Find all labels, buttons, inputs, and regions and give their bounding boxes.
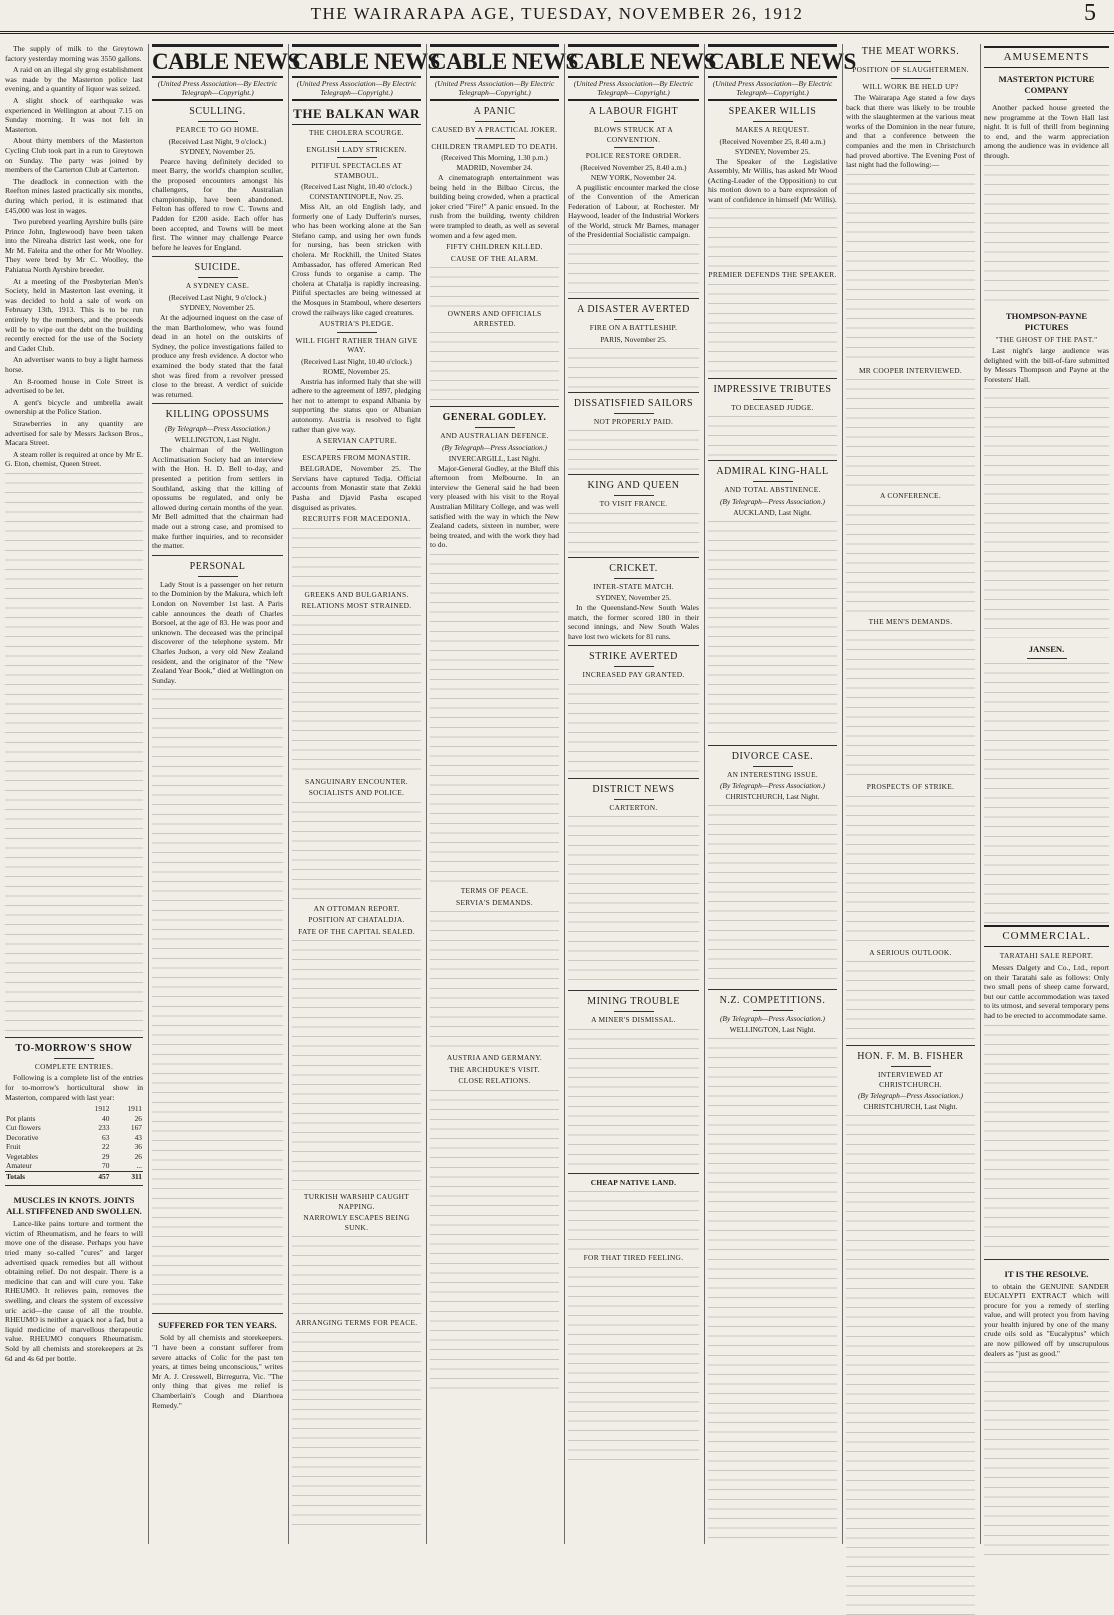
divider	[708, 378, 837, 379]
article-body: Messrs Dalgety and Co., Ltd., report on their Taratahi sale as follows: Only two small pens of sheep came forward, but our cattle accommodation was taxed to its utmost, and several temporary pens had to be erected to accommodate same.	[984, 962, 1109, 1020]
article-subheading: GREEKS AND BULGARIANS.	[304, 589, 409, 599]
column-cable-news-5	[704, 44, 856, 1544]
table-cell: Amateur	[6, 1161, 32, 1171]
article-heading: A DISASTER AVERTED	[577, 304, 690, 316]
text-body-continuation	[708, 521, 837, 741]
article-heading: THOMPSON-PAYNE PICTURES	[1005, 310, 1088, 332]
newspaper-title: THE WAIRARAPA AGE, TUESDAY, NOVEMBER 26, 1912	[310, 4, 804, 23]
article-subheading: ENGLISH LADY STRICKEN.	[306, 144, 407, 154]
text-body-continuation	[984, 165, 1109, 305]
ad-body: to obtain the GENUINE SANDER EUCALYPTI EXTRACT which will procure for you a remedy of sterling value, and will protect you from having your health injured by one of the many crude oils sold as "Eucalyptus" which are now pillowed off by unscrupulous dealers as "just as good."	[984, 1281, 1109, 1358]
article-subheading: MR COOPER INTERVIEWED.	[858, 365, 963, 375]
article-subheading: THE CHOLERA SCOURGE.	[309, 128, 404, 137]
local-paragraph: An advertiser wants to buy a light harness horse.	[5, 355, 143, 374]
byline: (By Telegraph—Press Association.)	[857, 1091, 964, 1101]
divider	[337, 157, 377, 158]
divider	[152, 1313, 283, 1314]
article-subheading: SOCIALISTS AND POLICE.	[308, 788, 405, 798]
text-body-continuation	[568, 1029, 699, 1169]
article-body: Major-General Godley, at the Bluff this afternoon from Melbourne. In an interview the General said he had been very pleased with his visit to the Royal Australian Military College, and was well satisfied with the way in which the New Zealand cadets, sixteen in number, were being treated, and with the work they had to do.	[430, 463, 559, 550]
divider	[846, 1045, 975, 1046]
dateline: SYDNEY, November 25.	[735, 146, 810, 156]
dateline: CHRISTCHURCH, Last Night.	[725, 792, 820, 802]
article-subheading: A SYDNEY CASE.	[185, 281, 250, 291]
byline: (By Telegraph—Press Association.)	[719, 781, 826, 791]
article-subheading: NARROWLY ESCAPES BEING SUNK.	[303, 1213, 410, 1232]
received-line: (Received Last Night, 10.40 o'clock.)	[301, 182, 412, 191]
column-cable-news-1	[148, 44, 300, 1544]
table-cell: 43	[134, 1132, 142, 1142]
divider	[5, 1037, 143, 1038]
text-body-continuation	[430, 332, 559, 402]
article-subheading: A SERIOUS OUTLOOK.	[869, 947, 952, 957]
divider	[614, 147, 654, 148]
text-body-continuation	[5, 473, 143, 1033]
article-body: Austria has informed Italy that she will adhere to the agreement of 1897, pledging her not to attempt to expand Albania by supporting the status quo or Albanian autonomy. Austria is resolved to fight rather than give way.	[292, 376, 421, 434]
cable-news-banner: CABLE NEWS	[708, 44, 837, 78]
table-header-cell: 1911	[127, 1104, 142, 1114]
divider	[568, 392, 699, 393]
article-body: Another packed house greeted the new programme at the Town Hall last night. It is full of thrill from beginning to end, and the warm appreciation among the audience was in evidence all through.	[984, 103, 1109, 160]
table-row	[5, 1123, 143, 1133]
divider	[1027, 99, 1067, 100]
divider	[152, 256, 283, 257]
article-subheading: PEARCE TO GO HOME.	[175, 125, 260, 134]
article-subheading: A SERVIAN CAPTURE.	[316, 436, 397, 446]
article-subheading: CARTERTON.	[609, 802, 658, 812]
article-body: The chairman of the Wellington Acclimatisation Society had an interview with the Hon. H. D. Bell to-day, and presented a petition from settlers in Southland, asking that the killing of opossums be regulated, and only be allowed during certain months of the year. Mr Bell admitted that the chairman had made out a strong case, and promised to make further inquiries, and to reconsider the matter.	[152, 445, 283, 551]
article-heading: IMPRESSIVE TRIBUTES	[713, 383, 832, 395]
byline: (By Telegraph—Press Association.)	[719, 496, 826, 506]
press-credit: (United Press Association—By Electric Telegraph—Copyright.)	[292, 79, 421, 101]
divider	[614, 666, 654, 667]
cable-news-banner: CABLE NEWS	[292, 44, 421, 78]
article-heading: MINING TROUBLE	[587, 996, 680, 1008]
local-paragraph: About thirty members of the Masterton Cycling Club took part in a run to Greytown on Sunday. The party was joined by members of the Carterton Club at Carterton.	[5, 136, 143, 175]
text-body-continuation	[846, 961, 975, 1041]
divider	[568, 1173, 699, 1174]
article-heading: A LABOUR FIGHT	[588, 106, 679, 117]
article-heading: JANSEN.	[1028, 644, 1065, 655]
show-heading: TO-MORROW'S SHOW	[15, 1042, 133, 1054]
table-cell: 311	[110, 1171, 143, 1181]
article-subheading: POSITION OF SLAUGHTERMEN.	[852, 65, 969, 74]
press-credit: (United Press Association—By Electric Telegraph—Copyright.)	[708, 79, 837, 101]
divider	[753, 1010, 793, 1011]
column-meat-works	[842, 44, 978, 1544]
article-body: BELGRADE, November 25. The Servians have captured Tedja. Official accounts from Monastir state that Zekki Pasha and Djavid Pasha escaped disguised as privates.	[292, 464, 421, 512]
text-body-continuation	[846, 630, 975, 780]
press-credit: (United Press Association—By Electric Telegraph—Copyright.)	[152, 79, 283, 101]
table-header-cell: 1912	[94, 1104, 110, 1114]
divider	[753, 121, 793, 122]
article-heading: PERSONAL	[189, 560, 246, 572]
divider	[891, 61, 931, 62]
byline: (By Telegraph—Press Association.)	[164, 424, 271, 434]
column-amusements	[980, 44, 1112, 1544]
article-heading: ADMIRAL KING-HALL	[716, 466, 829, 478]
table-cell: 22	[102, 1142, 110, 1152]
dateline: NEW YORK, November 24.	[590, 172, 677, 182]
divider	[753, 766, 793, 767]
text-body-continuation	[430, 1090, 559, 1390]
divider	[891, 1066, 931, 1067]
local-paragraph: A gent's bicycle and umbrella await ownership at the Police Station.	[5, 397, 143, 417]
sander-advertisement	[984, 1259, 1109, 1359]
table-cell: 29	[102, 1151, 110, 1161]
article-subheading: AN INTERESTING ISSUE.	[726, 769, 819, 779]
dateline: PARIS, November 25.	[600, 334, 667, 344]
article-heading: STRIKE AVERTED	[589, 651, 678, 663]
table-cell: 233	[98, 1123, 110, 1133]
text-body-continuation	[984, 663, 1109, 923]
table-header-cell	[5, 1104, 77, 1114]
table-cell: 167	[130, 1123, 142, 1133]
article-subheading: AN OTTOMAN REPORT.	[313, 903, 400, 913]
article-subheading: CHILDREN TRAMPLED TO DEATH.	[431, 141, 558, 151]
text-body-continuation	[292, 528, 421, 588]
divider	[614, 799, 654, 800]
divider	[568, 645, 699, 646]
local-paragraph: At a meeting of the Presbyterian Men's Society, held in Masterton last evening, it was decided to hold a sale of work on February 13th, 1913. This is to be run entirely by the members, and the proceeds will be to wipe out the debt on the building recently erected for the use of the Society and Cadet Club.	[5, 276, 143, 353]
text-body-continuation	[568, 816, 699, 986]
divider	[568, 298, 699, 299]
article-body: Last night's large audience was delighted with the bill-of-fare submitted by Messrs Thompson and Payne at the Foresters' Hall.	[984, 346, 1109, 384]
dateline: MADRID, November 24.	[456, 163, 533, 172]
divider	[614, 495, 654, 496]
section-title: COMMERCIAL.	[984, 925, 1109, 947]
article-subheading: BLOWS STRUCK AT A CONVENTION.	[593, 125, 674, 144]
table-row	[5, 1152, 143, 1162]
article-heading: THE MEAT WORKS.	[861, 46, 960, 57]
table-cell: 70	[102, 1161, 110, 1171]
local-paragraph: Strawberries in any quantity are advertised for sale by Messrs Jackson Bros., Macara Street.	[5, 418, 143, 448]
article-body: At the adjourned inquest on the case of the man Bartholomew, who was found dead in an hotel on the outskirts of Sydney, the police investigations failed to produce any fresh evidence. A doctor who examined the body stated that the fatal shot was fired from a revolver pressed close to the breast. A verdict of suicide was returned.	[152, 312, 283, 399]
article-subheading: A CONFERENCE.	[880, 491, 941, 501]
divider	[475, 427, 515, 428]
column-cable-news-4	[564, 44, 716, 1544]
article-subheading: CLOSE RELATIONS.	[458, 1076, 531, 1085]
table-header-row	[5, 1104, 143, 1114]
dateline: AUCKLAND, Last Night.	[733, 507, 812, 517]
received-line: (Received November 25, 8.40 a.m.)	[719, 136, 826, 146]
article-subheading: POLICE RESTORE ORDER.	[585, 151, 682, 160]
divider	[337, 449, 377, 450]
received-line: (Received Last Night, 9 o'clock.)	[168, 292, 267, 302]
article-body: The Wairarapa Age stated a few days back that there was likely to be trouble with the slaughtermen at the various meat works of the Dominion in the near future, and that a conference between the companies and the men in Christchurch had proved abortive. The Evening Post of last night had the following:—	[846, 93, 975, 170]
article-heading: DISSATISFIED SAILORS	[573, 397, 694, 409]
local-paragraph: Two purebred yearling Ayrshire bulls (sire Prince John, Inglewood) have been taken into the Nireaha district last week, one for Mr M. Faleita and the other for Mr Woolley. They were bred by Mr C. Woolley, the Pahiatua North Ayrshire breeder.	[5, 217, 143, 275]
article-subheading: INTERVIEWED AT CHRISTCHURCH.	[878, 1070, 943, 1089]
divider	[708, 989, 837, 990]
press-credit: (United Press Association—By Electric Telegraph—Copyright.)	[430, 79, 559, 101]
local-paragraph: An 8-roomed house in Cole Street is advertised to be let.	[5, 376, 143, 396]
table-cell: 26	[134, 1113, 142, 1123]
text-body-continuation	[568, 684, 699, 774]
cable-news-banner: CABLE NEWS	[430, 44, 559, 78]
article-subheading: RECRUITS FOR MACEDONIA.	[302, 514, 411, 524]
divider	[337, 141, 377, 142]
section-title: AMUSEMENTS	[984, 46, 1109, 68]
text-body-continuation	[984, 1362, 1109, 1562]
divider	[475, 121, 515, 122]
table-cell: 63	[102, 1132, 110, 1142]
text-body-continuation	[568, 1191, 699, 1251]
text-body-continuation	[568, 513, 699, 553]
table-cell: 457	[77, 1171, 110, 1181]
table-cell: Fruit	[6, 1142, 21, 1152]
article-subheading: WILL WORK BE HELD UP?	[862, 81, 959, 91]
text-body-continuation	[846, 174, 975, 364]
article-heading: CRICKET.	[609, 562, 658, 574]
divider	[891, 78, 931, 79]
local-paragraph: A raid on an illegal sly grog establishment was made by the Masterton police last evening, and a quantity of liquor was seized.	[5, 65, 143, 94]
column-local-news	[2, 44, 146, 1544]
received-line: (Received November 25, 8.40 a.m.)	[580, 162, 687, 172]
divider	[568, 474, 699, 475]
article-heading: DIVORCE CASE.	[731, 750, 814, 762]
article-subheading: FATE OF THE CAPITAL SEALED.	[298, 926, 415, 936]
text-body-continuation	[430, 267, 559, 307]
received-line: (Received This Morning, 1.30 p.m.)	[441, 153, 548, 162]
divider	[337, 332, 377, 333]
article-subheading: SANGUINARY ENCOUNTER.	[305, 776, 408, 786]
article-subheading: AND AUSTRALIAN DEFENCE.	[440, 431, 549, 441]
text-body-continuation	[708, 208, 837, 268]
table-cell: Totals	[5, 1171, 77, 1181]
dateline: WELLINGTON, Last Night.	[174, 435, 261, 445]
local-paragraph: The supply of milk to the Greytown factory yesterday morning was 3550 gallons.	[5, 44, 143, 63]
article-body: A pugilistic encounter marked the close of the Convention of the American Federation of Labour, at Rochester. Mr Haywood, leader of the Industrial Workers of the World, struck Mr Barnes, manager of the Presidential Socialistic campaign.	[568, 182, 699, 240]
divider	[430, 406, 559, 407]
page-number: 5	[1084, 0, 1096, 26]
local-paragraph: A steam roller is required at once by Mr E. G. Eton, chemist, Queen Street.	[5, 449, 143, 469]
dateline: WELLINGTON, Last Night.	[729, 1025, 816, 1035]
text-body-continuation	[292, 940, 421, 1190]
divider	[753, 399, 793, 400]
article-subheading: "THE GHOST OF THE PAST."	[995, 334, 1098, 344]
text-body-continuation	[292, 1236, 421, 1316]
text-body-continuation	[708, 805, 837, 985]
table-cell: Cut flowers	[6, 1123, 41, 1133]
article-subheading: OWNERS AND OFFICIALS ARRESTED.	[447, 309, 542, 328]
show-subheading: COMPLETE ENTRIES.	[34, 1061, 114, 1071]
text-body-continuation	[568, 244, 699, 294]
text-body-continuation	[292, 1332, 421, 1532]
dateline: ROME, November 25.	[322, 366, 391, 376]
divider	[614, 319, 654, 320]
article-heading: THE BALKAN WAR	[292, 106, 421, 125]
article-subheading: AND TOTAL ABSTINENCE.	[724, 485, 821, 495]
table-cell: 26	[134, 1151, 142, 1161]
ad-body: Sold by all chemists and storekeepers. "I have been a constant sufferer from severe attacks of Colic for the past ten years, at times being unconscious," writes Mr A. J. Cresswell, Birregurra, Vic. "The only thing that gives me relief is Chamberlain's Cough and Diarrhoea Remedy."	[152, 1333, 283, 1410]
table-cell: Decorative	[6, 1132, 39, 1142]
article-heading: A PANIC	[473, 106, 516, 117]
byline: (By Telegraph—Press Association.)	[719, 1014, 826, 1024]
article-body: Pearce having definitely decided to meet Barry, the world's champion sculler, the proposed encounters amongst his challengers, for the Australian championship, have been abandoned. Felton has offered to row C. Towns and Padden for £200 aside. Each offer has been accepted, and Towns will be meet first. The winner may challenge Pearce before he leaves for England.	[152, 156, 283, 252]
cable-news-banner: CABLE NEWS	[152, 44, 283, 78]
divider	[568, 990, 699, 991]
local-paragraph: The deadlock in connection with the Reefton mines lasted practically six months, during which period, it is estimated that £45,000 was lost in wages.	[5, 176, 143, 215]
show-intro: Following is a complete list of the entries for to-morrow's horticultural show in Masterton, compared with last year:	[5, 1073, 143, 1102]
article-subheading: TO VISIT FRANCE.	[599, 499, 668, 509]
divider	[152, 555, 283, 556]
divider	[198, 576, 238, 577]
text-body-continuation	[846, 796, 975, 946]
article-heading: HON. F. M. B. FISHER	[857, 1051, 964, 1063]
article-heading: MASTERTON PICTURE COMPANY	[998, 74, 1095, 95]
table-row	[5, 1114, 143, 1124]
article-subheading: AUSTRIA AND GERMANY.	[446, 1053, 543, 1062]
table-cell: Pot plants	[6, 1113, 36, 1123]
ad-heading: SUFFERED FOR TEN YEARS.	[158, 1320, 277, 1331]
divider	[568, 778, 699, 779]
article-heading: KILLING OPOSSUMS	[165, 409, 270, 421]
text-body-continuation	[984, 388, 1109, 638]
article-subheading: A MINER'S DISMISSAL.	[591, 1015, 676, 1025]
text-body-continuation	[846, 505, 975, 615]
ad-body: Lance-like pains torture and torment the victim of Rheumatism, and he fears to will move one of the disease. Perhaps you have tried many so-called "cures" and larger advertised quack remedies but all without obtaining relief. Do not despair. There is a medicine that can and will cure you. Take RHEUMO. It relieves pain, removes the swelling, and clears the system of excessive uric acid—the cause of all the trouble. RHEUMO is neither a quack nor a fad, but a liquid medicine of marvellous therapeutic value. RHEUMO conquers Rheumatism. Sold by all chemists and storekeepers at 2s 6d and 4s 6d per bottle.	[5, 1219, 143, 1363]
text-body-continuation	[292, 802, 421, 902]
text-body-continuation	[152, 689, 283, 1309]
article-heading: DISTRICT NEWS	[592, 783, 675, 795]
article-body: A cinematograph entertainment was being held in the Bilbao Circus, the building being crowded, when a practical joker cried "Fire!" A panic ensued. In the rush from the building, twenty children were trampled to death, as well as several women and a few aged men.	[430, 173, 559, 240]
column-cable-news-3	[426, 44, 578, 1544]
local-paragraph: A slight shock of earthquake was experienced in Wellington at about 7.15 on Sunday morning. It was not felt in Masterton.	[5, 95, 143, 134]
article-heading: SUICIDE.	[194, 262, 241, 274]
ad-heading: IT IS THE RESOLVE.	[1004, 1268, 1089, 1279]
article-subheading: TURKISH WARSHIP CAUGHT NAPPING.	[303, 1192, 410, 1211]
dateline: SYDNEY, November 25.	[180, 302, 255, 312]
article-subheading: THE MEN'S DEMANDS.	[868, 616, 953, 626]
divider	[753, 481, 793, 482]
table-cell: 36	[134, 1142, 142, 1152]
masthead-rule	[0, 31, 1114, 34]
article-subheading: PITIFUL SPECTACLES AT STAMBOUL.	[311, 161, 402, 180]
article-subheading: INCREASED PAY GRANTED.	[582, 670, 685, 680]
article-subheading: FIFTY CHILDREN KILLED.	[446, 242, 543, 252]
article-body: In the Queensland-New South Wales match, the former scored 180 in their second innings, and New South Wales have lost two wickets for 81 runs.	[568, 603, 699, 641]
article-subheading: TO DECEASED JUDGE.	[731, 402, 814, 412]
dateline: SYDNEY, November 25.	[596, 593, 671, 603]
byline: (By Telegraph—Press Association.)	[441, 442, 548, 452]
divider	[614, 413, 654, 414]
table-row	[5, 1133, 143, 1143]
text-body-continuation	[568, 430, 699, 470]
text-body-continuation	[846, 1115, 975, 1615]
text-body-continuation	[708, 284, 837, 374]
text-body-continuation	[292, 615, 421, 775]
divider	[614, 121, 654, 122]
article-subheading: SERVIA'S DEMANDS.	[456, 897, 533, 907]
dateline: CHRISTCHURCH, Last Night.	[863, 1102, 958, 1112]
text-body-continuation	[708, 1038, 837, 1538]
dateline: CONSTANTINOPLE, Nov. 25.	[309, 192, 404, 201]
article-subheading: FIRE ON A BATTLESHIP.	[589, 323, 678, 333]
article-subheading: ESCAPERS FROM MONASTIR.	[302, 452, 411, 462]
article-heading: GENERAL GODLEY.	[442, 412, 547, 424]
article-subheading: AUSTRIA'S PLEDGE.	[319, 319, 394, 329]
article-body: The Speaker of the Legislative Assembly, Mr Willis, has asked Mr Wood (Acting-Leader of the Opposition) to cut his motion down to a bare expression of want of confidence in himself (Mr Willis).	[708, 156, 837, 204]
table-total-row	[5, 1171, 143, 1181]
article-body: Lady Stout is a passenger on her return to the Dominion by the Makura, which left London on November 1st last. A Paris cable announces the death of Charles Borsoel, at the age of 83. He was poor and unknown. The deceased was the principal discoverer of the telephone system. Mr Charles Judson, a very old New Zealand resident, and the originator of the "New Zealand Year Book," died at Wellington on Sunday.	[152, 579, 283, 685]
divider	[198, 121, 238, 122]
article-subheading: ARRANGING TERMS FOR PEACE.	[295, 1318, 418, 1328]
cable-news-banner: CABLE NEWS	[568, 44, 699, 78]
table-cell: ...	[136, 1161, 142, 1171]
table-cell: 40	[102, 1113, 110, 1123]
received-line: (Received Last Night, 9 o'clock.)	[168, 136, 267, 146]
article-subheading: PROSPECTS OF STRIKE.	[866, 782, 955, 792]
article-body: Miss Alt, an old English lady, and formerly one of Lady Dufferin's nurses, who has been working alone at the San Stefano camp, and using her own funds for nursing, has been stricken with cholera. Mr Rockhill, the United States Ambassador, has offered American Red Cross funds to organise a camp. The cholera at Chatalja is rapidly increasing. Pitiful spectacles are being witnessed at the Mosques in Stamboul, where deserters crowd the railways like caged creatures.	[292, 202, 421, 317]
article-subheading: WILL FIGHT RATHER THAN GIVE WAY.	[295, 335, 418, 355]
received-line: (Received Last Night, 10.40 o'clock.)	[301, 356, 412, 366]
column-cable-news-2	[288, 44, 440, 1544]
text-body-continuation	[568, 348, 699, 388]
table-row	[5, 1161, 143, 1171]
article-subheading: MAKES A REQUEST.	[735, 125, 810, 134]
divider	[614, 1011, 654, 1012]
text-body-continuation	[430, 554, 559, 884]
text-body-continuation	[984, 1025, 1109, 1255]
divider	[708, 745, 837, 746]
press-credit: (United Press Association—By Electric Telegraph—Copyright.)	[568, 79, 699, 101]
text-body-continuation	[846, 379, 975, 489]
article-subheading: RELATIONS MOST STRAINED.	[301, 601, 412, 611]
article-subheading: CAUSE OF THE ALARM.	[450, 253, 539, 263]
article-subheading: FOR THAT TIRED FEELING.	[583, 1253, 684, 1263]
article-heading: N.Z. COMPETITIONS.	[719, 995, 826, 1007]
dateline: INVERCARGILL, Last Night.	[448, 453, 541, 463]
divider	[1027, 658, 1067, 659]
table-row	[5, 1142, 143, 1152]
divider	[708, 460, 837, 461]
dateline: SYDNEY, November 25.	[180, 146, 255, 156]
article-subheading: NOT PROPERLY PAID.	[593, 416, 674, 426]
divider	[614, 578, 654, 579]
text-body-continuation	[568, 1267, 699, 1467]
article-subheading: POSITION AT CHATALDJA.	[308, 915, 405, 925]
article-heading: KING AND QUEEN	[587, 480, 680, 492]
article-heading: SCULLING.	[189, 106, 246, 117]
article-heading: SPEAKER WILLIS	[728, 106, 817, 117]
article-subheading: THE ARCHDUKE'S VISIT.	[449, 1064, 540, 1074]
divider	[475, 138, 515, 139]
article-subheading: TARATAHI SALE REPORT.	[999, 951, 1094, 961]
masthead	[0, 0, 1114, 40]
table-cell: Vegetables	[6, 1151, 39, 1161]
article-subheading: CHEAP NATIVE LAND.	[590, 1177, 677, 1187]
divider	[568, 557, 699, 558]
rheumo-advertisement	[5, 1185, 143, 1363]
divider	[54, 1058, 94, 1059]
text-body-continuation	[708, 416, 837, 456]
divider	[152, 403, 283, 404]
article-subheading: PREMIER DEFENDS THE SPEAKER.	[708, 270, 837, 280]
article-subheading: CAUSED BY A PRACTICAL JOKER.	[431, 125, 558, 134]
text-body-continuation	[430, 911, 559, 1051]
article-subheading: INTER-STATE MATCH.	[593, 581, 674, 591]
divider	[198, 277, 238, 278]
entries-table	[5, 1104, 143, 1181]
ad-heading: MUSCLES IN KNOTS. JOINTS ALL STIFFENED AND SWOLLEN.	[6, 1195, 142, 1217]
article-subheading: TERMS OF PEACE.	[460, 886, 529, 895]
